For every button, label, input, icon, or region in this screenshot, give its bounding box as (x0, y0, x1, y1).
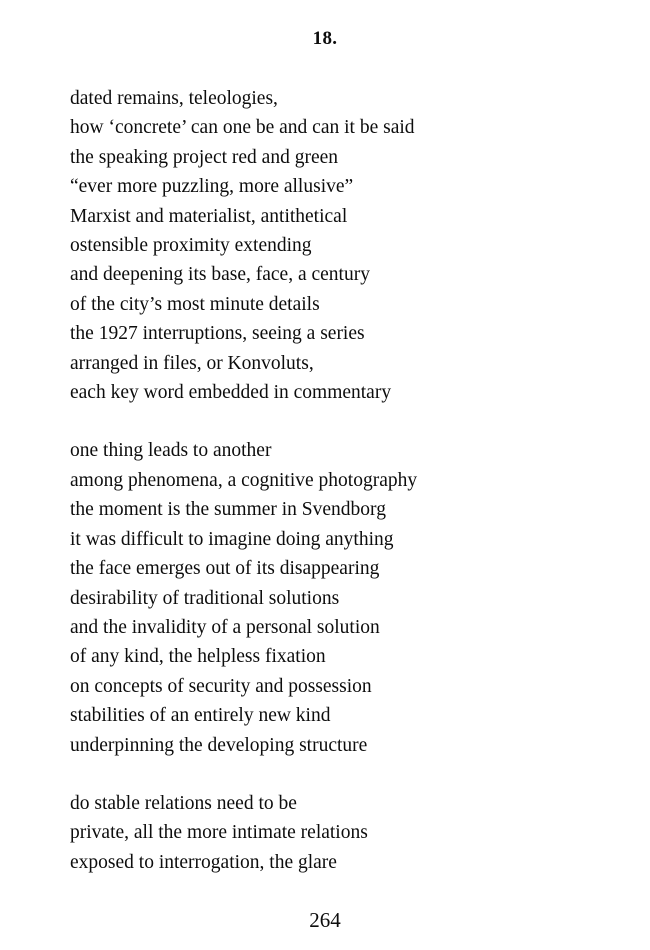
poem-line: arranged in files, or Konvoluts, (70, 352, 314, 374)
poem-stanza (70, 84, 540, 407)
poem-line: on concepts of security and possession (70, 675, 372, 697)
poem-line: dated remains, teleologies, (70, 88, 278, 109)
poem-line: the speaking project red and green (70, 146, 339, 168)
poem-line: Marxist and materialist, antithetical (70, 205, 348, 227)
poem-line: stabilities of an entirely new kind (70, 705, 331, 727)
poem-line: exposed to interrogation, the glare (70, 851, 337, 873)
poem-line: among phenomena, a cognitive photography (70, 469, 418, 491)
poem-line: do stable relations need to be (70, 792, 297, 814)
poem-body (70, 84, 540, 906)
poem-line: the moment is the summer in Svendborg (70, 499, 386, 521)
poem-line: of any kind, the helpless fixation (70, 646, 326, 668)
poem-line: “ever more puzzling, more allusive” (70, 176, 354, 198)
poem-line: underpinning the developing structure (70, 734, 368, 756)
poem-line: the face emerges out of its disappearing (70, 558, 380, 580)
poem-line: one thing leads to another (70, 440, 272, 462)
poem-line: desirability of traditional solutions (70, 587, 340, 609)
poem-line: how ‘concrete’ can one be and can it be said (70, 117, 415, 139)
poem-line: and the invalidity of a personal solution (70, 616, 380, 638)
poem-line: it was difficult to imagine doing anything (70, 528, 394, 550)
poem-stanza (70, 789, 540, 877)
poem-line: the 1927 interruptions, seeing a series (70, 323, 365, 345)
poem-line: ostensible proximity extending (70, 235, 312, 257)
poem-line: of the city’s most minute details (70, 293, 320, 315)
poem-section-number: 18. (312, 28, 338, 49)
page-number: 264 (309, 908, 341, 932)
poem-stanza (70, 436, 540, 759)
poem-line: and deepening its base, face, a century (70, 264, 370, 286)
poem-line: private, all the more intimate relations (70, 822, 368, 844)
poem-line: each key word embedded in commentary (70, 382, 392, 404)
